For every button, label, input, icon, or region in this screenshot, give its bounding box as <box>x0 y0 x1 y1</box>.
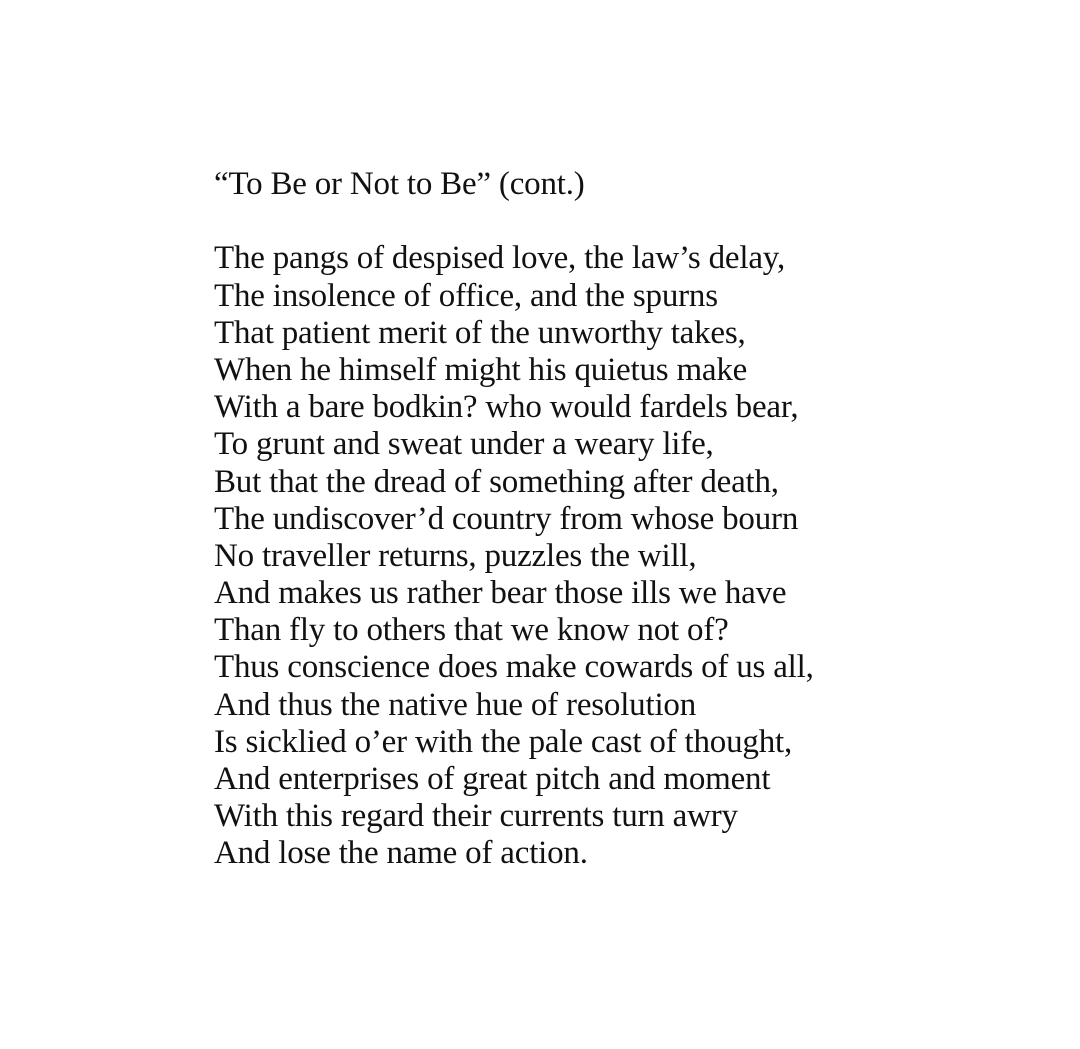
poem-line: Thus conscience does make cowards of us all, <box>214 649 814 686</box>
poem-line: Than fly to others that we know not of? <box>214 612 729 649</box>
poem-line: To grunt and sweat under a weary life, <box>214 426 714 463</box>
poem-line: No traveller returns, puzzles the will, <box>214 537 697 574</box>
poem-line: But that the dread of something after death, <box>214 463 779 500</box>
poem-line: And lose the name of action. <box>214 835 588 872</box>
poem-line: The insolence of office, and the spurns <box>214 277 718 314</box>
poem-line: With a bare bodkin? who would fardels bear, <box>214 389 799 426</box>
poem-line: And thus the native hue of resolution <box>214 686 697 723</box>
poem-line: That patient merit of the unworthy takes, <box>214 314 746 351</box>
poem-line: The pangs of despised love, the law’s delay, <box>214 240 785 277</box>
poem-line: Is sicklied o’er with the pale cast of thought, <box>214 723 793 760</box>
poem-line: When he himself might his quietus make <box>214 351 748 388</box>
poem-line: And makes us rather bear those ills we have <box>214 575 787 612</box>
poem-line: With this regard their currents turn awry <box>214 798 738 835</box>
poem-line: And enterprises of great pitch and moment <box>214 761 771 797</box>
title-spacer <box>214 203 1034 240</box>
poem-line: The undiscover’d country from whose bourn <box>214 500 799 537</box>
poem-title: “To Be or Not to Be” (cont.) <box>214 166 585 202</box>
poem-text <box>214 166 1034 873</box>
